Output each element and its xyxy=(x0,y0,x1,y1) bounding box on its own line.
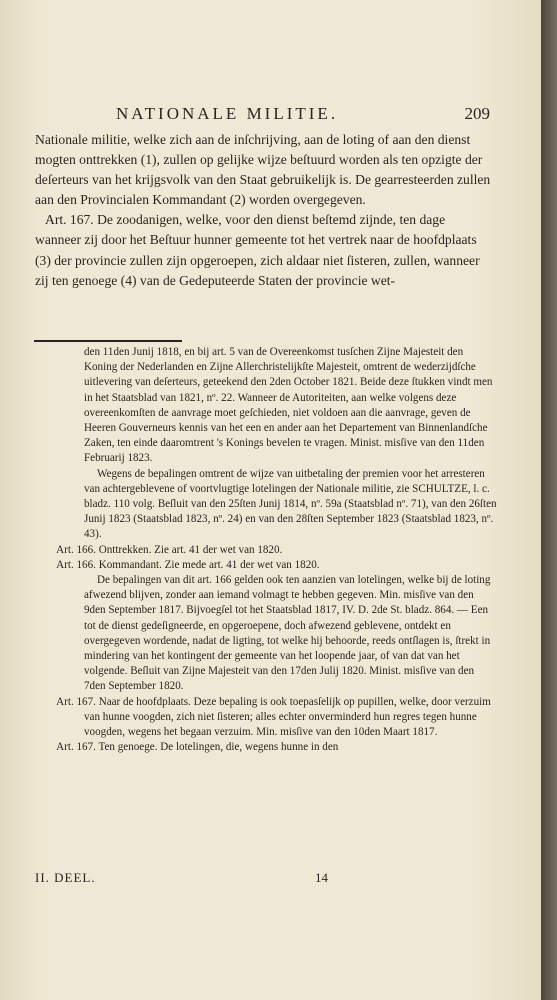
footnote-marker xyxy=(35,695,54,710)
footnote-text: Wegens de bepalingen omtrent de wijze van uitbetaling der premien voor het arresteren van achtergeblevene of voortvlugtige lotelingen der Nationale militie, zie SCHULTZE, l. c. bladz. 110 volg. Beſluit van den 25ſten Junij 1814, nº. 59a (Staatsblad nº. 71), van den 26ſten Junij 1823 (Staatsblad 1823, nº. 24) en van den 28ſten September 1823 (Staatsblad 1823, nº. 43). xyxy=(84,467,497,541)
footnote-continuation xyxy=(35,345,497,467)
page-edge xyxy=(541,0,557,1000)
footnotes xyxy=(35,345,497,755)
footnote-4 xyxy=(35,740,497,755)
footnote-marker xyxy=(35,558,54,573)
signature-mark: 14 xyxy=(315,870,328,885)
running-title: NATIONALE MILITIE. xyxy=(116,104,339,123)
main-paragraph: Art. 167. De zoodanigen, welke, voor den dienst beſtemd zijnde, ten dage wanneer zij door het Beſtuur hunner gemeente tot het vertrek naar de hoofdplaats (3) der provincie zullen zijn opgeroepen, zich aldaar niet ſisteren, zullen, wanneer zij ten genoege (4) van de Gedeputeerde Staten der provincie wet- xyxy=(35,212,480,288)
page-number: 209 xyxy=(464,104,490,123)
footnote-text: De bepalingen van dit art. 166 gelden ook ten aanzien van lotelingen, welke bij de loting afwezend blijven, zonder aan iemand volmagt te hebben gegeven. Min. misſive van den 9den September 1817. Bijvoegſel tot het Staatsblad 1817, IV. D. 2de St. bladz. 864. — Een tot de dienst gedeſigneerde, en opgeroepene, doch afwezend geblevene, ontdekt en overgegeven wordende, nadat de ligting, tot welke hij behoorde, reeds ontſlagen is, ſtrekt in mindering van het kontingent der gemeente van het loopende jaar, of van dat van het volgende. Beſluit van Zijne Majesteit van den 17den Julij 1820. Minist. misſive van den 7den September 1820. xyxy=(84,574,491,693)
footnote-rule xyxy=(34,340,182,342)
footnote-2 xyxy=(35,558,497,573)
footnote-paragraph xyxy=(35,467,497,543)
footnote-text: den 11den Junij 1818, en bij art. 5 van de Overeenkomst tusſchen Zijne Majesteit den Koning der Nederlanden en Zijne Allerchristelijkſte Majesteit, omtrent de wederzijdſche uitlevering van deſerteurs, geteekend den 2den October 1821. Beide deze ſtukken vindt men in het Staatsblad van 1821, nº. 22. Wanneer de Autoriteiten, aan welke volgens deze overeenkomſten de aanvrage moet geſchieden, niet voldoen aan die aanvrage, geven de Heeren Gouverneurs kennis van het een en ander aan het Departement van Binnenlandſche Zaken, ten einde daaromtrent 's Konings bevelen te vragen. Minist. misſive van den 11den Februarij 1823. xyxy=(84,346,493,465)
footnote-marker xyxy=(35,543,54,558)
footnote-1 xyxy=(35,543,497,558)
footnote-marker xyxy=(35,740,54,755)
footnote-paragraph xyxy=(35,573,497,695)
main-text xyxy=(35,130,493,291)
footnote-3 xyxy=(35,695,497,741)
main-paragraph: Nationale militie, welke zich aan de inſchrijving, aan de loting of aan den dienst mogten onttrekken (1), zullen op gelijke wijze beſtuurd worden als ten opzigte der deſerteurs van het krijgsvolk van den Staat gebruikelijk is. De gearresteerden zullen aan den Provincialen Kommandant (2) worden overgegeven. xyxy=(35,132,491,208)
footnote-text: Art. 167. Naar de hoofdplaats. Deze bepaling is ook toepasſelijk op pupillen, welke, door verzuim van hunne voogden, zich niet ſisteren; alles echter onverminderd hun regres tegen hunne voogden, wegens het begaan verzuim. Min. misſive van den 10den Maart 1817. xyxy=(56,695,491,739)
volume-label: II. DEEL. xyxy=(35,870,96,885)
footnote-text: Art. 166. Onttrekken. Zie art. 41 der wet van 1820. xyxy=(56,543,283,556)
running-head xyxy=(40,104,490,128)
footnote-text: Art. 167. Ten genoege. De lotelingen, die, wegens hunne in den xyxy=(56,741,339,754)
signature-line xyxy=(35,870,497,892)
footnote-text: Art. 166. Kommandant. Zie mede art. 41 der wet van 1820. xyxy=(56,558,320,571)
